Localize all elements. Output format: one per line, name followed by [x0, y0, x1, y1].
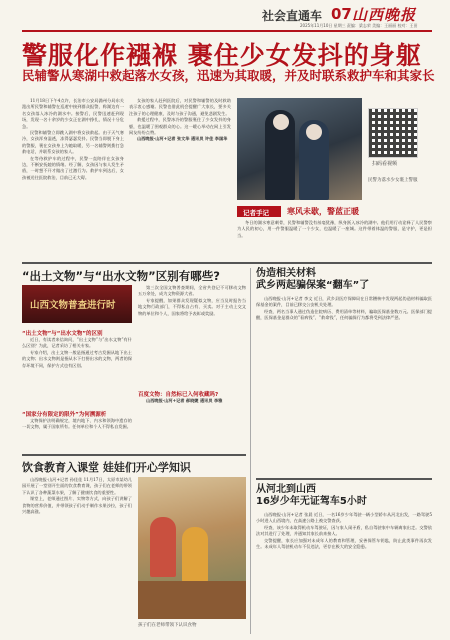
masthead [0, 0, 450, 30]
child-figure [150, 517, 176, 577]
article2-body-left [22, 337, 132, 407]
article5-headline: 从河北到山西 16岁少年无证驾车5小时 [256, 484, 367, 507]
article2-paragraph: 第三次全国文物普查期间，全省共登记不可移动文物五万余处，成为文物资源大省。 [138, 285, 246, 297]
qr-code[interactable] [368, 108, 418, 158]
article2-body-left2 [22, 418, 132, 448]
lead-paragraph: 11月18日下午4点许，长治市公安局潞州分局东关派出所民警和辅警在巡逻中接到群众报警，称湖边有一名女孩落入冰冷的湖水中。接警后，民警迅速赶到现场，发现一名十余岁的少女正在湖中挣扎，情况十分危急。 [22, 98, 124, 129]
divider [22, 454, 246, 456]
article2-paragraph: 文物保护法明确规定，境内地下、内水和领海中遗存的一切文物，属于国家所有。任何单位和个人不得私自发掘。 [22, 418, 132, 430]
article4-headline: 伪造相关材料 武乡两起骗保案“翻车”了 [256, 268, 370, 291]
article2-paragraph: 专家提醒，如果群众发现疑似文物，应当及时报告当地文物行政部门，不得私自占有、买卖。对于主动上交文物的单位和个人，国家将给予表彰或奖励。 [138, 297, 246, 316]
feature-title: 寒风未歇，警蓝正暖 [287, 207, 359, 216]
lead-byline: 山西晚报·山河+记者 张文华 通讯员 许佳 李国华 [137, 136, 228, 142]
child-figure [182, 527, 208, 582]
feature-body [237, 220, 432, 256]
article4-paragraph: 经查，两名当事人通过伪造住院病历、费用清单等材料，骗取医保基金数万元。医保部门提醒，医保基金是群众的“看病钱”、“救命钱”，任何骗保行为都将受到法律严惩。 [256, 308, 432, 321]
article3-headline: 饮食教育入课堂 娃娃们开心学知识 [22, 461, 191, 474]
article2-banner-label: 山西文物普查进行时 [30, 300, 116, 311]
lead-paragraph: 民警和辅警立即跳入湖中将女孩救起。由于天气寒冷，女孩浑身湿透，冻得瑟瑟发抖。民警当即脱下身上的警服，裹在女孩身上为她取暖，另一名辅警则拨打急救电话，并联系女孩的家人。 [22, 130, 124, 155]
lead-body-mid [129, 98, 231, 256]
divider [256, 478, 432, 480]
column-divider [250, 268, 251, 634]
blur-face [273, 114, 289, 130]
article3-body [22, 477, 132, 637]
article2-body-right [138, 285, 246, 385]
date-line: 2025年11月10日 星期三 责编：梁志荣 美编：王丽丽 校对：王田 [300, 23, 418, 28]
section-title: 社会直通车 [262, 9, 323, 23]
article2-paragraph: 近日，有读者来信询问，“出土文物”与“出水文物”有什么区别？为此，记者采访了相关专家。 [22, 337, 132, 349]
article4-body [256, 296, 432, 474]
article2-body-right2 [138, 398, 246, 448]
article2-subhead: 百度文物：自然标已入何收藏吗? [138, 392, 219, 398]
article3-photo [138, 477, 246, 619]
lead-subhead: 民辅警从寒湖中救起落水女孩，迅速为其取暖，并及时联系救护车和其家长 [22, 68, 435, 83]
article5-paragraph: 交警提醒，家长应加强对未成年人的教育和管理，妥善保管车钥匙，防止此类事件再次发生。未成年人驾驶机动车不仅违法，更存在极大的安全隐患。 [256, 537, 432, 550]
article2-byline: 山西晚报·山河+记者 郝晓婕 通讯员 李雅 [146, 398, 223, 403]
masthead-rule [22, 30, 432, 32]
article2-subhead: “出土文物”与“出水文物”的区别 [22, 331, 103, 337]
lead-paragraph: 女孩的家人赶到医院后，对民警和辅警的及时救助表示衷心感谢。民警也借此机会提醒广大家长，要多关注孩子的心理健康，及时与孩子沟通，避免悲剧发生。 [129, 98, 231, 116]
lead-photo [237, 98, 362, 200]
qr-caption: 扫码看视频 [372, 161, 398, 167]
lead-paragraph: 在等待救护车的过程中，民警一直陪伴在女孩身边，不断安抚她的情绪。经了解，女孩因与家人发生矛盾，一时想不开才做出了过激行为。救护车到达后，女孩被送往医院救治，目前已无大碍。 [22, 155, 124, 180]
article5-paragraph: 经查，该少年未取得机动车驾驶证，因与家人闹矛盾，私自驾驶家中车辆离家出走。交警依法对其进行了处理，并通知其家长前来接人。 [256, 524, 432, 537]
paper-logo: 山西晚报 [352, 6, 417, 24]
table-surface [138, 581, 246, 619]
article2-subhead: “国家分有限定的限外”为何溯源析 [22, 412, 107, 418]
article5-body [256, 512, 432, 634]
feature-paragraph: 冬日的湖水寒意刺骨，民警和辅警没有丝毫犹豫，纵身跃入冰冷的湖中。他们用行动诠释了人民警察为人民的初心，用一件警服温暖了一个少女，也温暖了一座城。这件带着体温的警服，是守护，更是担当。 [237, 220, 432, 238]
article4-paragraph: 山西晚报·山河+记者 李文 近日，武乡县医疗保障局在日常稽核中发现两起伪造材料骗取医保基金的案件，目前已移交公安机关处理。 [256, 296, 432, 308]
blur-face [306, 124, 322, 140]
article3-photo-caption: 孩子们在老师带领下认识食物 [138, 623, 197, 628]
article3-paragraph: 课堂上，老师通过图片、实物等方式，向孩子们讲解了食物的营养价值，并带领孩子们动手制作水果沙拉，孩子们兴趣高涨。 [22, 496, 132, 515]
section-rule [22, 262, 432, 264]
article3-paragraph: 山西晚报·山河+记者 孙佳佳 11月17日，太原市某幼儿园开展了一堂别开生面的饮食教育课，孩子们在老师的带领下认识了各种蔬菜水果，了解了健康饮食的重要性。 [22, 477, 132, 495]
lead-headline: 警服化作襁褓 裹住少女发抖的身躯 [22, 41, 422, 70]
article2-headline: “出土文物”与“出水文物”区别有哪些? [22, 269, 220, 283]
feature-banner-label: 记者手记 [243, 208, 269, 217]
page-number: 07 [331, 5, 352, 23]
article2-paragraph: 专家介绍，出土文物一般是指通过考古发掘从地下出土的文物；出水文物则是指从水下打捞出水的文物，两者的保存环境不同，保护方式也有区别。 [22, 349, 132, 368]
article5-paragraph: 山西晚报·山河+记者 张晨 近日，一名16岁少年驾驶一辆小型轿车从河北出发，一路驾驶5小时进入山西境内，在高速公路上被交警查获。 [256, 512, 432, 524]
lead-body-left [22, 98, 124, 256]
photo-caption: 民警为落水少女裹上警服 [368, 178, 418, 183]
feature-banner [237, 206, 281, 217]
lead-paragraph: 救援过程中，民警冰冷的警服裹住了少女发抖的身躯，也温暖了围观群众的心。这一暖心举动在网上引发网友纷纷点赞。 [129, 117, 231, 136]
article2-banner [22, 285, 132, 323]
